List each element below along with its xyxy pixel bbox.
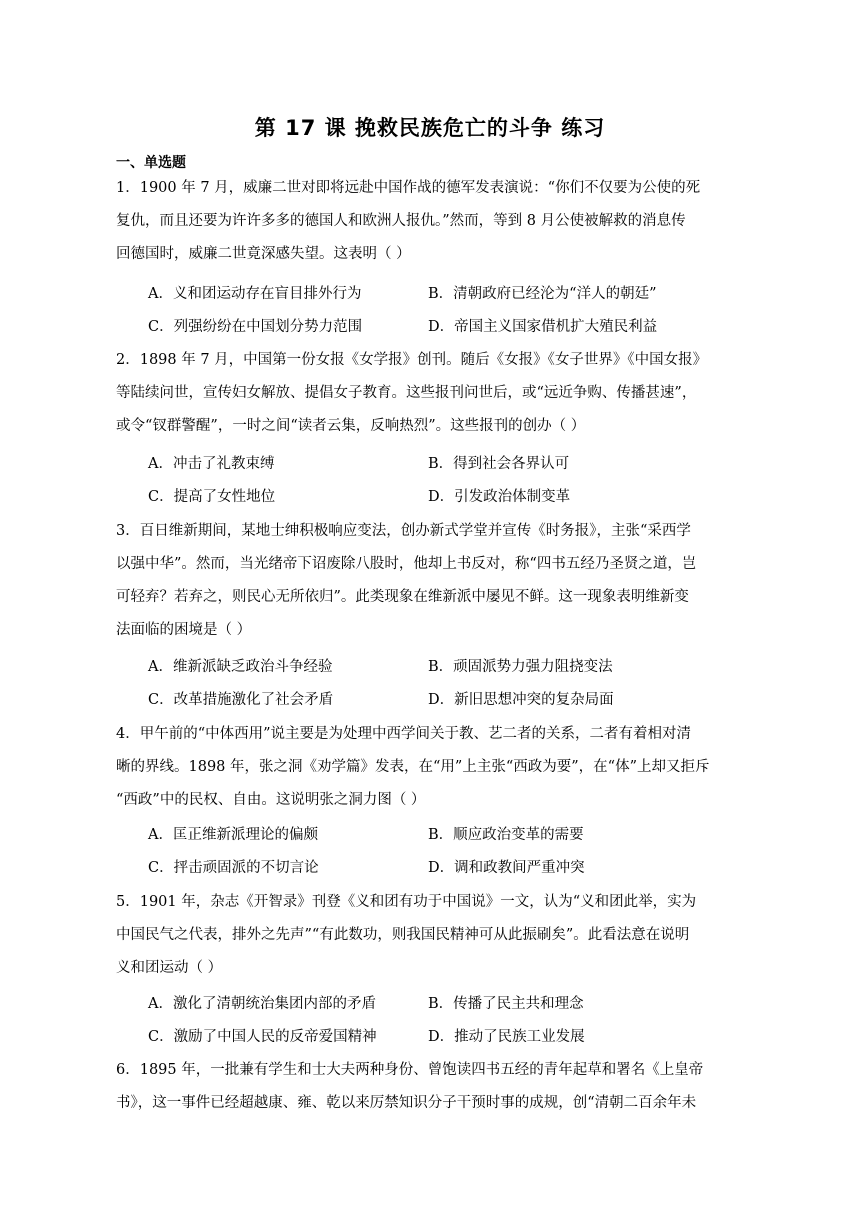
option-a: A．匡正维新派理论的偏颇 <box>148 827 318 843</box>
question-text-line: “西政”中的民权、自由。这说明张之洞力图（ ） <box>116 792 426 808</box>
question-text-line: 6．1895 年，一批兼有学生和士大夫两种身份、曾饱读四书五经的青年起草和署名《上皇帝 <box>116 1062 704 1078</box>
option-a: A．激化了清朝统治集团内部的矛盾 <box>148 996 376 1012</box>
option-b: B．得到社会各界认可 <box>428 456 570 472</box>
option-c: C．改革措施激化了社会矛盾 <box>148 692 334 708</box>
section-heading: 一、单选题 <box>116 155 186 171</box>
question-text-line: 4．甲午前的“中体西用”说主要是为处理中西学间关于教、艺二者的关系，二者有着相对清 <box>116 726 692 742</box>
option-d: D．推动了民族工业发展 <box>428 1029 585 1045</box>
option-d: D．调和政教间严重冲突 <box>428 860 585 876</box>
option-c: C．提高了女性地位 <box>148 489 276 505</box>
question-text-line: 1．1900 年 7 月，威廉二世对即将远赴中国作战的德军发表演说：“你们不仅要为公使的死 <box>116 180 701 196</box>
question-text-line: 等陆续问世，宣传妇女解放、提倡女子教育。这些报刊问世后，或“远近争购、传播甚速”， <box>116 385 697 401</box>
question-text-line: 回德国时，威廉二世竟深感失望。这表明（ ） <box>116 246 411 262</box>
option-d: D．帝国主义国家借机扩大殖民利益 <box>428 319 658 335</box>
option-c: C．列强纷纷在中国划分势力范围 <box>148 319 363 335</box>
option-c: C．激励了中国人民的反帝爱国精神 <box>148 1029 377 1045</box>
option-d: D．新旧思想冲突的复杂局面 <box>428 692 614 708</box>
option-b: B．传播了民主共和理念 <box>428 996 584 1012</box>
option-b: B．顽固派势力强力阻挠变法 <box>428 659 613 675</box>
option-c: C．抨击顽固派的不切言论 <box>148 860 319 876</box>
question-text-line: 中国民气之代表，排外之先声”“有此数功，则我国民精神可从此振刷矣”。此看法意在说明 <box>116 927 690 943</box>
question-text-line: 以强中华”。然而，当光绪帝下诏废除八股时，他却上书反对，称“四书五经乃圣贤之道，岂 <box>116 556 697 572</box>
question-text-line: 2．1898 年 7 月，中国第一份女报《女学报》创刊。随后《女报》《女子世界》《中国女报》 <box>116 352 708 368</box>
question-text-line: 3．百日维新期间，某地士绅积极响应变法，创办新式学堂并宣传《时务报》，主张“采西学 <box>116 523 691 539</box>
option-b: B．顺应政治变革的需要 <box>428 827 584 843</box>
option-a: A．维新派缺乏政治斗争经验 <box>148 659 333 675</box>
question-text-line: 义和团运动（ ） <box>116 960 223 976</box>
question-text-line: 晰的界线。1898 年，张之洞《劝学篇》发表，在“用”上主张“西政为要”，在“体”上却又拒斥 <box>116 759 710 775</box>
option-d: D．引发政治体制变革 <box>428 489 571 505</box>
question-text-line: 可轻弃？若弃之，则民心无所依归”。此类现象在维新派中屡见不鲜。这一现象表明维新变 <box>116 589 689 605</box>
question-text-line: 复仇，而且还要为许许多多的德国人和欧洲人报仇。”然而，等到 8 月公使被解救的消息传 <box>116 213 686 229</box>
question-text-line: 书》，这一事件已经超越康、雍、乾以来厉禁知识分子干预时事的成规，创“清朝二百余年未 <box>116 1095 697 1111</box>
question-text-line: 法面临的困境是（ ） <box>116 622 252 638</box>
question-text-line: 或令“钗群警醒”，一时之间“读者云集，反响热烈”。这些报刊的创办（ ） <box>116 418 586 434</box>
option-a: A．冲击了礼教束缚 <box>148 456 275 472</box>
option-a: A．义和团运动存在盲目排外行为 <box>148 286 362 302</box>
question-text-line: 5．1901 年，杂志《开智录》刊登《义和团有功于中国说》一文，认为“义和团此举，实为 <box>116 894 697 910</box>
option-b: B．清朝政府已经沦为“洋人的朝廷” <box>428 286 657 302</box>
page-title: 第 17 课 挽救民族危亡的斗争 练习 <box>254 116 606 140</box>
